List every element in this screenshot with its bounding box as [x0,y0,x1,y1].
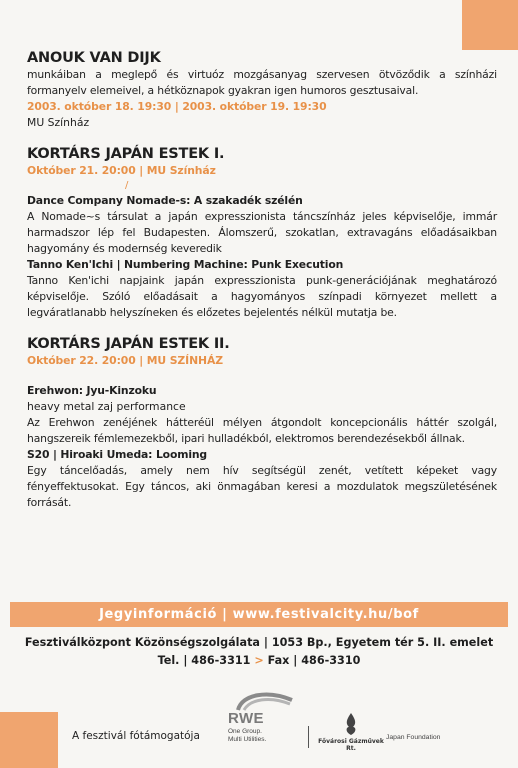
address-line: Fesztiválközpont Közönségszolgálata | 1053 Bp., Egyetem tér 5. II. emelet [24,636,494,649]
item-title-nomade: Dance Company Nomade-s: A szakadék szélén [27,194,303,207]
item-title-tanno: Tanno Ken'Ichi | Numbering Machine: Punk Execution [27,258,344,271]
corner-decoration-bottom-left [0,712,58,768]
item-body-s20: Egy táncelőadás, amely nem hív segítségül zenét, vetített képeket vagy fényeffektusokat. Egy táncos, aki önmagában keresi a mozdulatok megszületésének forrását. [27,464,497,509]
section-title-japan-1: KORTÁRS JAPÁN ESTEK I. [27,146,225,162]
rwe-tagline-2: Multi Utilities. [228,735,267,743]
arrow-icon: > [254,654,264,667]
gazmuvek-logo [316,712,386,752]
item-title-erehwon: Erehwon: Jyu-Kinzoku [27,384,157,397]
fax: Fax | 486-3310 [267,654,361,667]
item-body-erehwon: Az Erehwon zenéjének hátteréül mélyen átgondolt koncepcionális háttér szolgál, hangszereik fémlemezekből, ipari hulladékból, elektromos berendezésekből állnak. [27,416,497,445]
telephone: Tel. | 486-3311 [157,654,251,667]
section-title-japan-2: KORTÁRS JAPÁN ESTEK II. [27,336,230,352]
festival-center-address [0,634,518,670]
ticket-info-bar: Jegyinformáció | www.festivalcity.hu/bof [10,602,508,627]
sponsor-divider [308,726,309,748]
rwe-name: RWE [228,710,264,727]
main-sponsor-label: A fesztivál fótámogatója [72,730,200,742]
item-body-tanno: Tanno Ken'ichi napjaink japán expresszionista punk-generációjának meghatározó képviselője. Szóló előadásait a hagyományos színpadi környezet mellett a legváratlanabb helyszíneken és előzetes bejelentés nélkül mutatja be. [27,274,497,319]
stray-mark: / [125,180,129,191]
section-body-anouk: munkáiban a meglepő és virtuóz mozgásanyag szervesen ötvöződik a színházi formanyelv elemeivel, a hétköznapok gyakran igen humoros gesztusaival. [27,68,497,97]
rwe-logo [228,690,300,752]
program-content [27,49,497,511]
section-dates-japan-1: Október 21. 20:00 | MU Színház [27,164,216,177]
section-venue-anouk: MU Színház [27,116,90,129]
flame-icon [341,712,361,736]
corner-decoration-top-right [462,0,518,50]
item-subtitle-erehwon: heavy metal zaj performance [27,400,186,413]
item-title-s20: S20 | Hiroaki Umeda: Looming [27,448,207,461]
section-title-anouk: ANOUK VAN DIJK [27,50,161,66]
section-dates-anouk: 2003. október 18. 19:30 | 2003. október 19. 19:30 [27,100,327,113]
rwe-swirl-icon [228,690,300,712]
rwe-tagline [228,728,266,743]
japan-foundation-name: Japan Foundation [386,734,441,741]
section-dates-japan-2: Október 22. 20:00 | MU SZÍNHÁZ [27,354,223,367]
contact-line [0,652,518,670]
rwe-tagline-1: One Group. [228,728,262,735]
item-body-nomade: A Nomade~s társulat a japán expresszionista táncszínház jeles képviselője, immár harmadszor lép fel Budapesten. Álomszerű, szokatlan, extravagáns előadásaikban hagyomány és modernség keveredik [27,210,497,255]
gazmuvek-name: Fővárosi Gázművek Rt. [318,738,384,752]
